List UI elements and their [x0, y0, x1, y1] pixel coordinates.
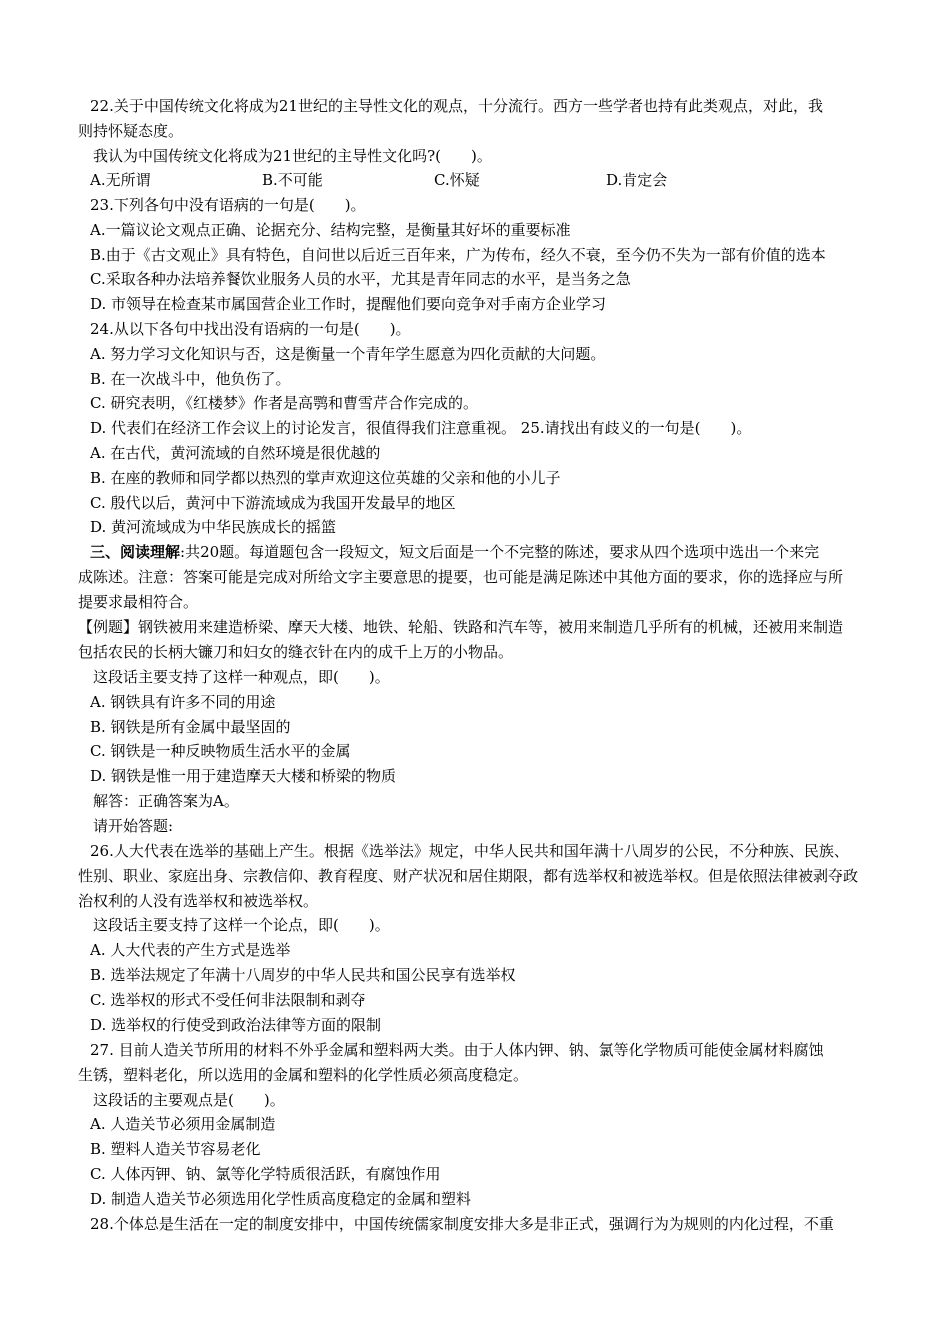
- option-b: B.由于《古文观止》具有特色，自问世以后近三百年来，广为传布，经久不衰，至今仍不失为一部有价值的选本: [90, 245, 826, 264]
- option-d: D.肯定会: [606, 171, 668, 190]
- question-27-line-1: 27. 目前人造关节所用的材料不外乎金属和塑料两大类。由于人体内钾、钠、氯等化学物质可能使金属材料腐蚀: [90, 1041, 824, 1059]
- option-a: A.无所谓: [90, 171, 151, 190]
- option-a: A. 在古代，黄河流域的自然环境是很优越的: [90, 444, 381, 462]
- option-b: B. 在一次战斗中，他负伤了。: [90, 369, 291, 388]
- option-c: C. 钢铁是一种反映物质生活水平的金属: [90, 742, 351, 761]
- option-a: A. 努力学习文化知识与否，这是衡量一个青年学生愿意为四化贡献的大问题。: [90, 344, 606, 363]
- question-22-options: [90, 168, 898, 193]
- section-3-line-1: 三、阅读理解:共20题。每道题包含一段短文，短文后面是一个不完整的陈述，要求从四个选项中选出一个来完: [90, 543, 820, 561]
- question-27-stem: 这段话的主要观点是( )。: [93, 1090, 285, 1109]
- section-3-title: 三、阅读理解: [90, 543, 181, 561]
- question-26: [78, 839, 898, 1037]
- example-stem: 这段话主要支持了这样一种观点，即( )。: [93, 668, 390, 686]
- question-28: [90, 1212, 898, 1237]
- option-c: C.采取各种办法培养餐饮业服务人员的水平，尤其是青年同志的水平，是当务之急: [90, 270, 631, 289]
- option-c: C.怀疑: [434, 171, 480, 190]
- example-passage: [78, 615, 898, 665]
- option-d: D. 选举权的行使受到政治法律等方面的限制: [90, 1015, 382, 1034]
- question-26-line-3: 治权利的人没有选举权和被选举权。: [78, 891, 319, 910]
- question-23-stem: 23.下列各句中没有语病的一句是( )。: [90, 196, 366, 214]
- option-a: A. 人造关节必须用金属制造: [90, 1115, 276, 1134]
- question-26-line-1: 26.人大代表在选举的基础上产生。根据《选举法》规定，中华人民共和国年满十八周岁的公民，不分种族、民族、: [90, 842, 849, 860]
- question-26-stem: 这段话主要支持了这样一个论点，即( )。: [93, 916, 390, 935]
- option-b: B. 塑料人造关节容易老化: [90, 1140, 261, 1159]
- option-d: D. 制造人造关节必须选用化学性质高度稳定的金属和塑料: [90, 1189, 472, 1208]
- option-a: A. 钢铁具有许多不同的用途: [90, 692, 276, 711]
- option-d: D. 黄河流域成为中华民族成长的摇篮: [90, 518, 337, 537]
- start-prompt: 请开始答题:: [93, 816, 174, 835]
- option-d: D. 钢铁是惟一用于建造摩天大楼和桥梁的物质: [90, 767, 397, 786]
- option-b: B.不可能: [262, 171, 323, 190]
- question-22: [78, 94, 898, 193]
- example-answer: 解答：正确答案为A。: [93, 791, 239, 810]
- option-b: B. 钢铁是所有金属中最坚固的: [90, 717, 291, 736]
- example-line-1: 【例题】钢铁被用来建造桥梁、摩天大楼、地铁、轮船、铁路和汽车等，被用来制造几乎所有的机械，还被用来制造: [78, 618, 844, 636]
- section-3-line-2: 成陈述。注意：答案可能是完成对所给文字主要意思的提要，也可能是满足陈述中其他方面的要求，你的选择应与所: [78, 567, 844, 586]
- example-line-2: 包括农民的长柄大镰刀和妇女的缝衣针在内的成千上万的小物品。: [78, 642, 514, 661]
- option-b: B. 选举法规定了年满十八周岁的中华人民共和国公民享有选举权: [90, 965, 516, 984]
- option-c: C. 研究表明，《红楼梦》作者是高鹗和曹雪芹合作完成的。: [90, 394, 478, 413]
- question-26-line-2: 性别、职业、家庭出身、宗教信仰、教育程度、财产状况和居住期限，都有选举权和被选举权。但是依照法律被剥夺政: [78, 866, 859, 885]
- option-b: B. 在座的教师和同学都以热烈的掌声欢迎这位英雄的父亲和他的小儿子: [90, 468, 561, 487]
- question-24: [90, 317, 898, 441]
- option-a: A. 人大代表的产生方式是选举: [90, 941, 291, 960]
- question-22-line-1: 22.关于中国传统文化将成为21世纪的主导性文化的观点，十分流行。西方一些学者也持有此类观点，对此，我: [90, 97, 823, 115]
- section-3-line-3: 提要求最相符合。: [78, 592, 199, 611]
- option-a: A.一篇议论文观点正确、论据充分、结构完整，是衡量其好坏的重要标准: [90, 220, 571, 239]
- question-27-line-2: 生锈，塑料老化，所以选用的金属和塑料的化学性质必须高度稳定。: [78, 1065, 529, 1084]
- option-c: C. 选举权的形式不受任何非法限制和剥夺: [90, 990, 366, 1009]
- option-d: D. 代表们在经济工作会议上的讨论发言，很值得我们注意重视。 25.请找出有歧义的一句是( )。: [90, 419, 752, 438]
- option-d: D. 市领导在检查某市属国营企业工作时，提醒他们要向竞争对手南方企业学习: [90, 295, 607, 314]
- option-c: C. 殷代以后，黄河中下游流域成为我国开发最早的地区: [90, 493, 456, 512]
- option-c: C. 人体丙钾、钠、氯等化学特质很活跃，有腐蚀作用: [90, 1164, 441, 1183]
- question-24-stem: 24.从以下各句中找出没有语病的一句是( )。: [90, 320, 411, 338]
- question-27: [78, 1038, 898, 1212]
- section-3-intro: [78, 540, 898, 614]
- example-question: [90, 665, 898, 839]
- question-25-options: [90, 441, 898, 540]
- question-22-stem: 我认为中国传统文化将成为21世纪的主导性文化吗?( )。: [93, 146, 492, 165]
- question-23: [90, 193, 898, 317]
- question-28-line-1: 28.个体总是生活在一定的制度安排中，中国传统儒家制度安排大多是非正式，强调行为为规则的内化过程，不重: [90, 1215, 834, 1233]
- question-22-line-2: 则持怀疑态度。: [78, 121, 184, 140]
